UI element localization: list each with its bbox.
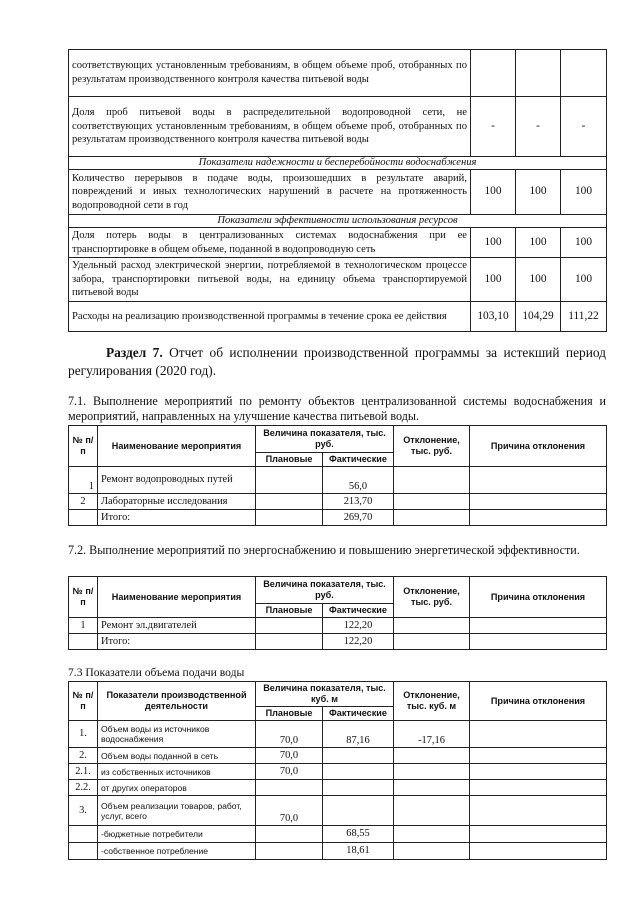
header-num: № п/п bbox=[69, 426, 98, 467]
cell-reason bbox=[470, 721, 607, 748]
table-row bbox=[69, 826, 607, 843]
cell-num: 2.2. bbox=[69, 780, 98, 796]
section-label: Раздел 7. bbox=[106, 345, 163, 360]
indicator-value: 100 bbox=[516, 228, 561, 258]
table-row bbox=[69, 258, 607, 302]
table-row bbox=[69, 510, 607, 526]
header-fact: Фактические bbox=[323, 604, 394, 618]
cell-name: Объем воды поданной в сеть bbox=[98, 748, 256, 764]
indicator-value: 111,22 bbox=[561, 302, 607, 332]
header-deviation: Отклонение, тыс. руб. bbox=[394, 577, 470, 618]
cell-fact: 213,70 bbox=[323, 494, 394, 510]
cell-num: 1 bbox=[69, 618, 98, 634]
cell-num: 2.1. bbox=[69, 764, 98, 780]
cell-deviation bbox=[394, 780, 470, 796]
cell-plan bbox=[256, 510, 323, 526]
cell-name: Лабораторные исследования bbox=[98, 494, 256, 510]
cell-fact bbox=[323, 796, 394, 826]
cell-num: 3. bbox=[69, 796, 98, 826]
table-row bbox=[69, 618, 607, 634]
header-deviation: Отклонение, тыс. куб. м bbox=[394, 682, 470, 721]
indicator-value: 100 bbox=[471, 258, 516, 302]
cell-fact: 56,0 bbox=[323, 467, 394, 494]
header-name: Наименование мероприятия bbox=[98, 426, 256, 467]
table-row bbox=[69, 97, 607, 157]
header-reason: Причина отклонения bbox=[470, 682, 607, 721]
cell-deviation: -17,16 bbox=[394, 721, 470, 748]
cell-num bbox=[69, 634, 98, 650]
table-row bbox=[69, 634, 607, 650]
indicator-text: Расходы на реализацию производственной программы в течение срока ее действия bbox=[69, 302, 471, 332]
cell-reason bbox=[470, 843, 607, 860]
header-num: № п/п bbox=[69, 682, 98, 721]
indicators-table bbox=[68, 49, 607, 332]
cell-reason bbox=[470, 796, 607, 826]
cell-fact bbox=[323, 748, 394, 764]
table-7-3 bbox=[68, 681, 607, 860]
section-row bbox=[69, 215, 607, 228]
table-row bbox=[69, 721, 607, 748]
cell-name: -собственное потребление bbox=[98, 843, 256, 860]
table-row bbox=[69, 494, 607, 510]
cell-num: 1. bbox=[69, 721, 98, 748]
cell-deviation bbox=[394, 748, 470, 764]
header-plan: Плановые bbox=[256, 604, 323, 618]
cell-name: Объем реализации товаров, работ, услуг, всего bbox=[98, 796, 256, 826]
cell-reason bbox=[470, 764, 607, 780]
table-row bbox=[69, 50, 607, 97]
cell-name: Итого: bbox=[98, 510, 256, 526]
cell-reason bbox=[470, 510, 607, 526]
cell-name: Объем воды из источников водоснабжения bbox=[98, 721, 256, 748]
cell-fact bbox=[323, 780, 394, 796]
cell-reason bbox=[470, 780, 607, 796]
indicator-value: 100 bbox=[516, 258, 561, 302]
cell-plan bbox=[256, 494, 323, 510]
cell-reason bbox=[470, 494, 607, 510]
indicator-value bbox=[471, 50, 516, 97]
caption-7-2: 7.2. Выполнение мероприятий по энергоснабжению и повышению энергетической эффективности. bbox=[68, 543, 580, 557]
header-fact: Фактические bbox=[323, 453, 394, 467]
section-title: Отчет об исполнении производственной программы за истекший период регулирования (2020 год). bbox=[68, 345, 607, 378]
section-title-reliability: Показатели надежности и бесперебойности водоснабжения bbox=[69, 157, 607, 170]
cell-reason bbox=[470, 634, 607, 650]
cell-fact: 68,55 bbox=[323, 826, 394, 843]
table-row bbox=[69, 764, 607, 780]
caption-7-3: 7.3 Показатели объема подачи воды bbox=[68, 666, 245, 679]
indicator-value: 100 bbox=[561, 170, 607, 215]
cell-name: Ремонт водопроводных путей bbox=[98, 467, 256, 494]
indicator-text: соответствующих установленным требованиям, в общем объеме проб, отобранных по результатам производственного контроля качества питьевой воды bbox=[69, 50, 471, 97]
cell-deviation bbox=[394, 467, 470, 494]
cell-fact bbox=[323, 764, 394, 780]
indicator-value: - bbox=[471, 97, 516, 157]
indicator-value: 100 bbox=[516, 170, 561, 215]
cell-deviation bbox=[394, 618, 470, 634]
header-reason: Причина отклонения bbox=[470, 426, 607, 467]
header-name: Наименование мероприятия bbox=[98, 577, 256, 618]
header-name: Показатели производственной деятельности bbox=[98, 682, 256, 721]
cell-reason bbox=[470, 748, 607, 764]
cell-fact: 122,20 bbox=[323, 618, 394, 634]
indicator-text: Количество перерывов в подаче воды, произошедших в результате аварий, повреждений и иных технологических нарушений в расчете на протяженность водопроводной сети в год bbox=[69, 170, 471, 215]
table-row bbox=[69, 748, 607, 764]
indicator-value bbox=[561, 50, 607, 97]
header-fact: Фактические bbox=[323, 707, 394, 721]
cell-plan bbox=[256, 634, 323, 650]
cell-name: -бюджетные потребители bbox=[98, 826, 256, 843]
indicator-text: Доля потерь воды в централизованных системах водоснабжения при ее транспортировке в общем объеме, поданной в водопроводную сеть bbox=[69, 228, 471, 258]
cell-deviation bbox=[394, 510, 470, 526]
cell-num: 1 bbox=[69, 467, 98, 494]
cell-num: 2 bbox=[69, 494, 98, 510]
cell-plan bbox=[256, 618, 323, 634]
section-title-efficiency: Показатели эффективности использования ресурсов bbox=[69, 215, 607, 228]
header-num: № п/п bbox=[69, 577, 98, 618]
header-value: Величина показателя, тыс. куб. м bbox=[256, 682, 394, 707]
section-heading bbox=[68, 344, 606, 380]
cell-fact: 269,70 bbox=[323, 510, 394, 526]
section-row bbox=[69, 157, 607, 170]
indicator-value: - bbox=[561, 97, 607, 157]
indicator-value: 104,29 bbox=[516, 302, 561, 332]
indicator-value bbox=[516, 50, 561, 97]
cell-name: от других операторов bbox=[98, 780, 256, 796]
table-row bbox=[69, 302, 607, 332]
table-row bbox=[69, 796, 607, 826]
table-row bbox=[69, 228, 607, 258]
table-row bbox=[69, 843, 607, 860]
header-plan: Плановые bbox=[256, 453, 323, 467]
cell-num bbox=[69, 826, 98, 843]
header-reason: Причина отклонения bbox=[470, 577, 607, 618]
indicator-value: 100 bbox=[471, 228, 516, 258]
header-value: Величина показателя, тыс. руб. bbox=[256, 426, 394, 453]
indicator-value: 100 bbox=[471, 170, 516, 215]
cell-plan: 70,0 bbox=[256, 748, 323, 764]
cell-deviation bbox=[394, 494, 470, 510]
cell-plan: 70,0 bbox=[256, 764, 323, 780]
indicator-value: 103,10 bbox=[471, 302, 516, 332]
cell-fact: 87,16 bbox=[323, 721, 394, 748]
table-row bbox=[69, 780, 607, 796]
cell-num bbox=[69, 510, 98, 526]
cell-reason bbox=[470, 467, 607, 494]
cell-plan bbox=[256, 467, 323, 494]
indicator-value: 100 bbox=[561, 258, 607, 302]
cell-deviation bbox=[394, 764, 470, 780]
cell-plan bbox=[256, 843, 323, 860]
table-row bbox=[69, 467, 607, 494]
cell-plan: 70,0 bbox=[256, 721, 323, 748]
cell-fact: 122,20 bbox=[323, 634, 394, 650]
cell-fact: 18,61 bbox=[323, 843, 394, 860]
table-7-2 bbox=[68, 576, 607, 650]
cell-deviation bbox=[394, 634, 470, 650]
indicator-value: 100 bbox=[561, 228, 607, 258]
header-deviation: Отклонение, тыс. руб. bbox=[394, 426, 470, 467]
cell-plan bbox=[256, 826, 323, 843]
table-row bbox=[69, 170, 607, 215]
cell-reason bbox=[470, 618, 607, 634]
indicator-value: - bbox=[516, 97, 561, 157]
cell-deviation bbox=[394, 843, 470, 860]
header-value: Величина показателя, тыс. руб. bbox=[256, 577, 394, 604]
cell-num bbox=[69, 843, 98, 860]
cell-name: Итого: bbox=[98, 634, 256, 650]
table-7-1 bbox=[68, 425, 607, 526]
header-plan: Плановые bbox=[256, 707, 323, 721]
cell-num: 2. bbox=[69, 748, 98, 764]
cell-deviation bbox=[394, 796, 470, 826]
cell-reason bbox=[470, 826, 607, 843]
cell-plan: 70,0 bbox=[256, 796, 323, 826]
cell-name: из собственных источников bbox=[98, 764, 256, 780]
cell-name: Ремонт эл.двигателей bbox=[98, 618, 256, 634]
indicator-text: Удельный расход электрической энергии, потребляемой в технологическом процессе забора, транспортировки питьевой воды, на единицу объема транспортируемой питьевой воды bbox=[69, 258, 471, 302]
cell-plan bbox=[256, 780, 323, 796]
cell-deviation bbox=[394, 826, 470, 843]
caption-7-1: 7.1. Выполнение мероприятий по ремонту объектов централизованной системы водоснабжения и мероприятий, направленных на улучшение качества питьевой воды. bbox=[68, 394, 606, 423]
indicator-text: Доля проб питьевой воды в распределительной водопроводной сети, не соответствующих установленным требованиям, в общем объеме проб, отобранных по результатам производственного контроля качества питьевой воды bbox=[69, 97, 471, 157]
